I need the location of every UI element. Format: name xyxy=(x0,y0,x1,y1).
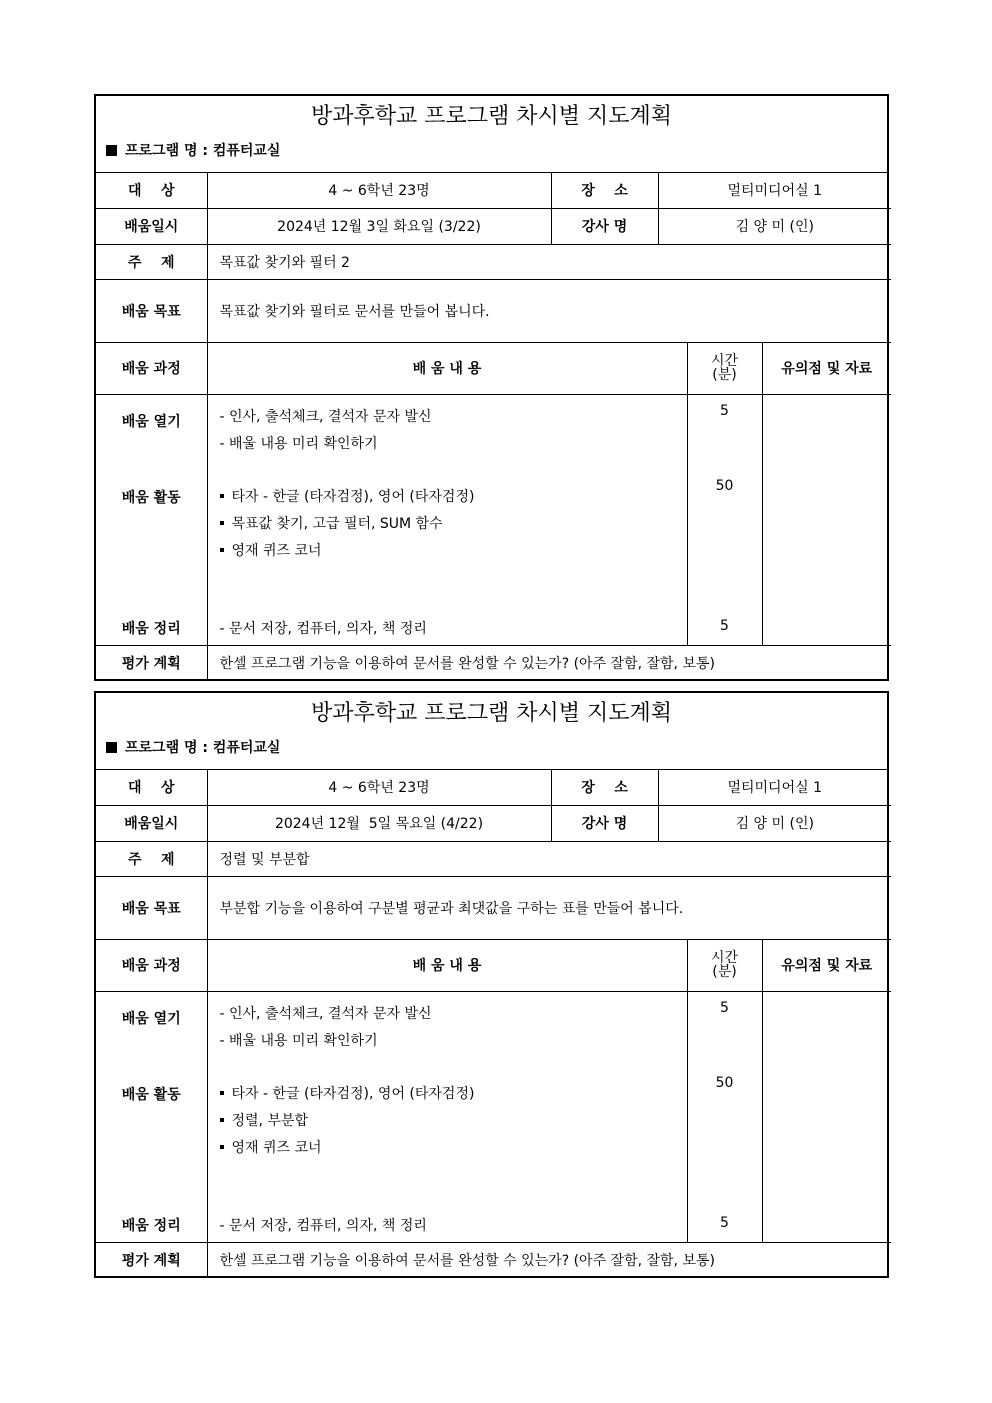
time-header-unit: (분) xyxy=(712,367,737,383)
process-stages xyxy=(96,991,207,1242)
date-value: 2024년 12월 5일 목요일 (4/22) xyxy=(207,805,551,841)
process-header: 배움 과정 xyxy=(96,939,207,991)
eval-label: 평가 계획 xyxy=(96,645,207,681)
stage-open: 배움 열기 xyxy=(121,1010,181,1027)
stage-open: 배움 열기 xyxy=(121,413,181,430)
notes-cell xyxy=(762,394,891,645)
open-line-2: - 배울 내용 미리 확인하기 xyxy=(219,435,378,452)
stage-close: 배움 정리 xyxy=(121,1217,181,1234)
notes-header: 유의점 및 자료 xyxy=(762,939,891,991)
activity-line-2: 목표값 찾기, 고급 필터, SUM 함수 xyxy=(220,513,443,533)
open-line-1: - 인사, 출석체크, 결석자 문자 발신 xyxy=(219,1005,432,1022)
plan-table xyxy=(96,770,891,1278)
time-header xyxy=(687,342,762,394)
instructor-label: 강사 명 xyxy=(551,208,658,244)
time-close: 5 xyxy=(720,617,729,634)
date-value: 2024년 12월 3일 화요일 (3/22) xyxy=(207,208,551,244)
content-header: 배 움 내 용 xyxy=(207,939,687,991)
instructor-value: 김 양 미 (인) xyxy=(658,208,891,244)
bullet-icon xyxy=(220,548,224,552)
time-header-label: 시간 xyxy=(710,950,739,966)
process-stages xyxy=(96,394,207,645)
place-value: 멀티미디어실 1 xyxy=(658,173,891,208)
close-line: - 문서 저장, 컴퓨터, 의자, 책 정리 xyxy=(219,1217,427,1234)
bullet-icon xyxy=(220,494,224,498)
time-open: 5 xyxy=(720,999,729,1016)
stage-activity: 배움 활동 xyxy=(121,1086,181,1103)
square-icon xyxy=(106,145,117,156)
goal-label: 배움 목표 xyxy=(96,279,207,342)
open-line-1: - 인사, 출석체크, 결석자 문자 발신 xyxy=(219,408,432,425)
bullet-icon xyxy=(220,1145,224,1149)
process-content xyxy=(207,991,687,1242)
topic-value: 목표값 찾기와 필터 2 xyxy=(207,244,891,279)
close-line: - 문서 저장, 컴퓨터, 의자, 책 정리 xyxy=(219,620,427,637)
program-label: 프로그램 명 : 컴퓨터교실 xyxy=(125,143,281,159)
process-header: 배움 과정 xyxy=(96,342,207,394)
plan-title: 방과후학교 프로그램 차시별 지도계획 xyxy=(310,104,672,129)
date-label: 배움일시 xyxy=(96,805,207,841)
program-name xyxy=(96,733,887,770)
time-activity: 50 xyxy=(715,1074,734,1091)
topic-label: 주 제 xyxy=(96,841,207,876)
activity-line-1: 타자 - 한글 (타자검정), 영어 (타자검정) xyxy=(220,486,475,506)
eval-value: 한셀 프로그램 기능을 이용하여 문서를 완성할 수 있는가? (아주 잘함, 잘함, 보통) xyxy=(207,645,891,681)
topic-label: 주 제 xyxy=(96,244,207,279)
plan-title: 방과후학교 프로그램 차시별 지도계획 xyxy=(310,701,672,726)
open-line-2: - 배울 내용 미리 확인하기 xyxy=(219,1032,378,1049)
instructor-value: 김 양 미 (인) xyxy=(658,805,891,841)
goal-value: 부분합 기능을 이용하여 구분별 평균과 최댓값을 구하는 표를 만들어 봅니다. xyxy=(207,876,891,939)
notes-header: 유의점 및 자료 xyxy=(762,342,891,394)
target-label: 대 상 xyxy=(96,770,207,805)
plan-table xyxy=(96,173,891,681)
notes-cell xyxy=(762,991,891,1242)
place-value: 멀티미디어실 1 xyxy=(658,770,891,805)
date-label: 배움일시 xyxy=(96,208,207,244)
process-content xyxy=(207,394,687,645)
activity-line-3: 영재 퀴즈 코너 xyxy=(220,1137,322,1157)
program-name xyxy=(96,136,887,173)
bullet-icon xyxy=(220,1118,224,1122)
time-header-unit: (분) xyxy=(712,964,737,980)
target-label: 대 상 xyxy=(96,173,207,208)
program-label: 프로그램 명 : 컴퓨터교실 xyxy=(125,740,281,756)
process-times xyxy=(687,991,762,1242)
topic-value: 정렬 및 부분합 xyxy=(207,841,891,876)
target-value: 4 ~ 6학년 23명 xyxy=(207,173,551,208)
activity-line-2: 정렬, 부분합 xyxy=(220,1110,309,1130)
time-header-label: 시간 xyxy=(710,353,739,369)
activity-line-1: 타자 - 한글 (타자검정), 영어 (타자검정) xyxy=(220,1083,475,1103)
target-value: 4 ~ 6학년 23명 xyxy=(207,770,551,805)
time-open: 5 xyxy=(720,402,729,419)
goal-label: 배움 목표 xyxy=(96,876,207,939)
time-header xyxy=(687,939,762,991)
time-close: 5 xyxy=(720,1214,729,1231)
bullet-icon xyxy=(220,1091,224,1095)
lesson-plan-1 xyxy=(94,94,889,681)
instructor-label: 강사 명 xyxy=(551,805,658,841)
activity-line-3: 영재 퀴즈 코너 xyxy=(220,540,322,560)
place-label: 장 소 xyxy=(551,173,658,208)
bullet-icon xyxy=(220,521,224,525)
lesson-plan-2 xyxy=(94,691,889,1278)
stage-close: 배움 정리 xyxy=(121,620,181,637)
goal-value: 목표값 찾기와 필터로 문서를 만들어 봅니다. xyxy=(207,279,891,342)
eval-label: 평가 계획 xyxy=(96,1242,207,1278)
eval-value: 한셀 프로그램 기능을 이용하여 문서를 완성할 수 있는가? (아주 잘함, 잘함, 보통) xyxy=(207,1242,891,1278)
time-activity: 50 xyxy=(715,477,734,494)
square-icon xyxy=(106,742,117,753)
content-header: 배 움 내 용 xyxy=(207,342,687,394)
place-label: 장 소 xyxy=(551,770,658,805)
stage-activity: 배움 활동 xyxy=(121,489,181,506)
process-times xyxy=(687,394,762,645)
